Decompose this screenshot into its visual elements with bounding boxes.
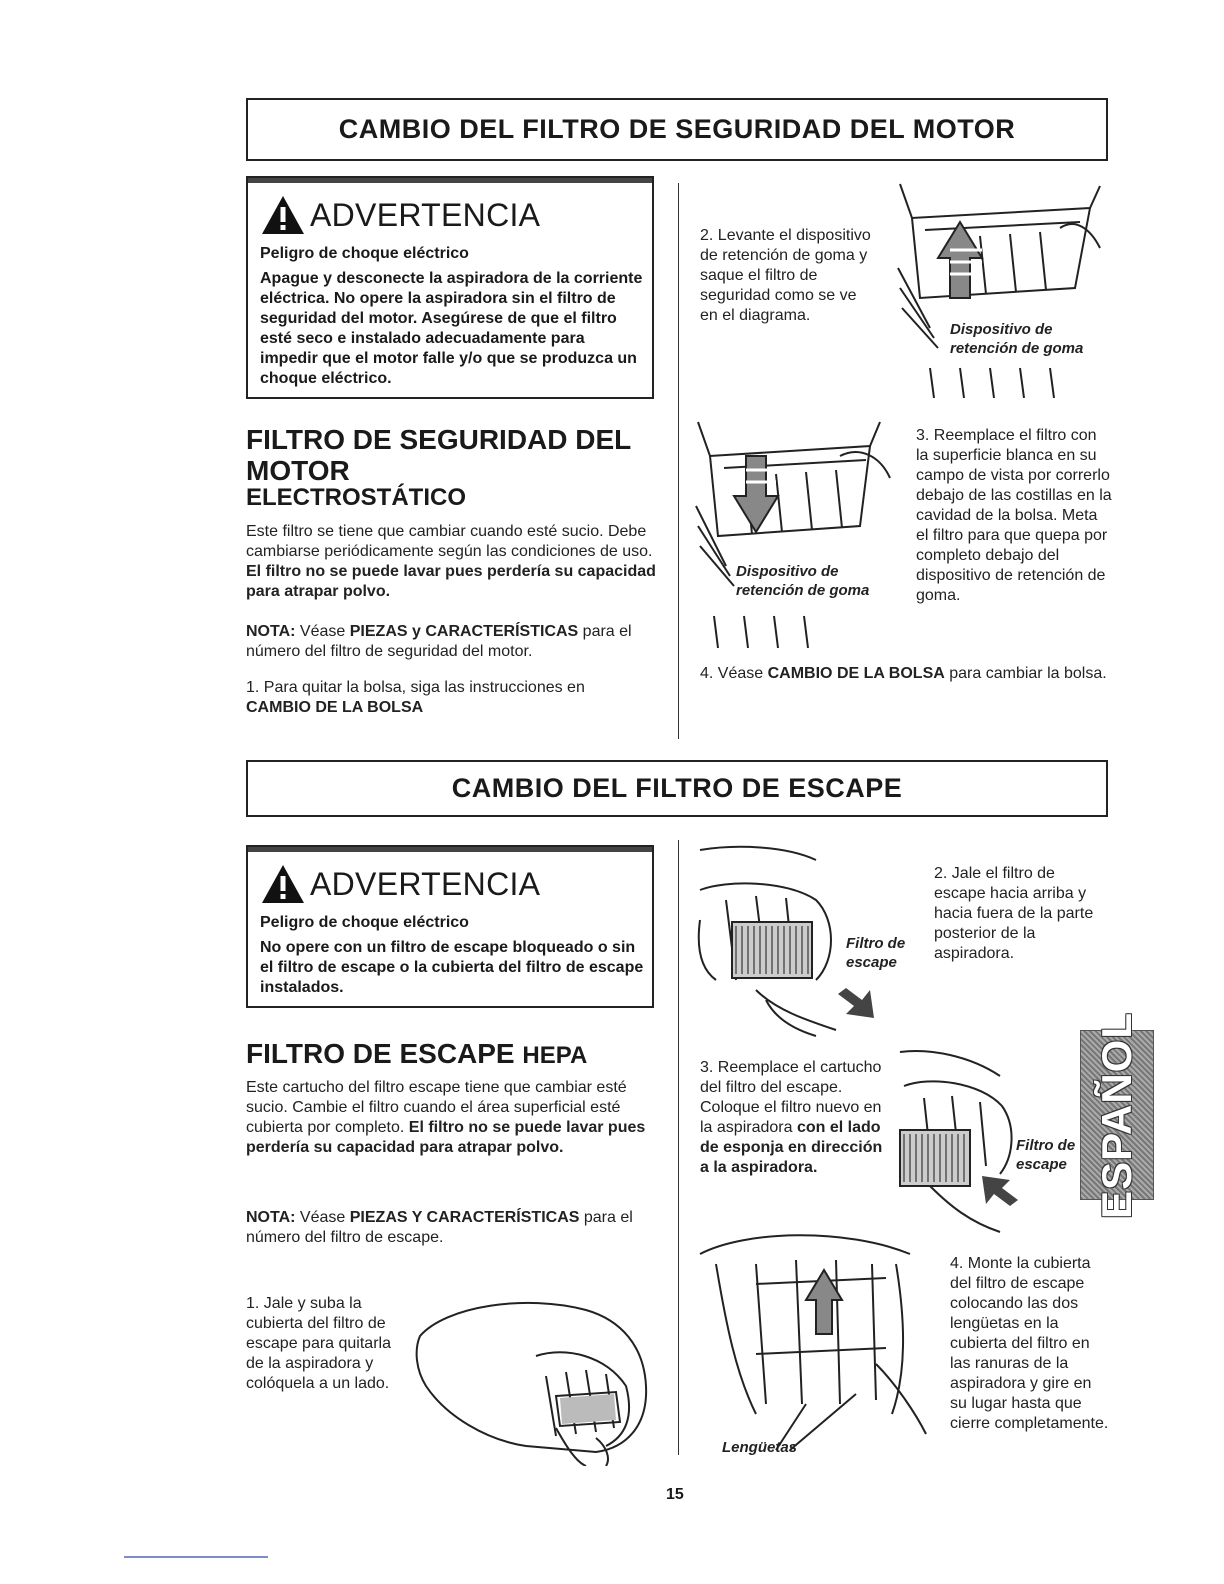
intro-text: Este cartucho del filtro escape tiene que cambiar esté sucio. Cambie el filtro cuando el área superficial esté cubierta por completo. (246, 1079, 627, 1136)
heading-line: MOTOR (246, 455, 350, 486)
retainer-drawing (690, 416, 902, 648)
warning-title: ADVERTENCIA (310, 196, 541, 233)
step-bold: con el lado de esponja en dirección a la aspiradora. (700, 1119, 883, 1176)
section-title: CAMBIO DEL FILTRO DE SEGURIDAD DEL MOTOR (338, 114, 1016, 144)
step-bold: CAMBIO DE LA BOLSA (767, 665, 945, 682)
note-paragraph (246, 1208, 656, 1248)
step-3: 3. Reemplace el filtro con la superficie blanca en su campo de vista por correrlo debajo de las costillas en la cavidad de la bolsa. Meta el filtro para que quepa por completo debajo del dispositivo de retención de goma. (916, 427, 1112, 604)
retainer-lift-illustration (890, 178, 1110, 398)
note-paragraph (246, 622, 656, 662)
exhaust-filter-label: Filtro de escape (1016, 1137, 1076, 1173)
heading-line: FILTRO DE SEGURIDAD DEL (246, 424, 632, 455)
step-1 (246, 678, 656, 718)
retainer-label: Dispositivo de retención de goma (950, 321, 1084, 357)
tabs-label: Lengüetas (722, 1439, 798, 1456)
vacuum-drawing (406, 1286, 656, 1466)
vacuum-drawing (696, 1224, 940, 1454)
bottom-rule (124, 1556, 268, 1558)
step-text: 4. Véase (700, 665, 764, 682)
section-header-motor-filter (246, 98, 1108, 161)
step-4: 4. Monte la cubierta del filtro de escape colocando las dos lengüetas en la cubierta del filtro en las ranuras de la aspiradora y gire en su lugar hasta que cierre completamente. (950, 1255, 1109, 1432)
step-bold: CAMBIO DE LA BOLSA (246, 699, 424, 716)
page-number: 15 (666, 1486, 684, 1503)
column-divider (678, 840, 679, 1455)
retainer-label: Dispositivo de retención de goma (736, 563, 870, 599)
note-label: NOTA: (246, 1209, 296, 1226)
language-tab (1080, 1011, 1154, 1219)
warning-body: Apague y desconecte la aspiradora de la corriente eléctrica. No opere la aspiradora sin el filtro de seguridad del motor. Asegúrese de que el filtro esté seco e instalado adecuadamente para impedir que el motor falle y/o que se produzca un choque eléctrico. (260, 270, 643, 387)
language-tab-label: ESPAÑOL (1093, 1011, 1140, 1219)
step-text: 1. Para quitar la bolsa, siga las instrucciones en (246, 679, 585, 696)
step-text: para cambiar la bolsa. (949, 665, 1107, 682)
section-title: CAMBIO DEL FILTRO DE ESCAPE (451, 773, 903, 803)
step-text: 3. Reemplace el cartucho del filtro del escape. Coloque el filtro nuevo en la aspiradora (700, 1059, 882, 1136)
step-4 (700, 664, 1110, 684)
note-text: Véase (299, 1209, 346, 1226)
exhaust-filter-label: Filtro de escape (846, 935, 906, 971)
section-header-exhaust-filter (246, 760, 1108, 817)
warning-box (246, 845, 654, 1008)
intro-text: Este filtro se tiene que cambiar cuando esté sucio. Debe cambiarse periódicamente según las condiciones de uso. (246, 523, 653, 560)
heading-electrostatic: ELECTROSTÁTICO (246, 484, 466, 511)
note-label: NOTA: (246, 623, 296, 640)
warning-title: ADVERTENCIA (310, 865, 541, 902)
note-text: Véase (299, 623, 346, 640)
warning-top-bar (248, 178, 652, 183)
note-bold: PIEZAS Y CARACTERÍSTICAS (349, 1209, 580, 1226)
warning-subtitle: Peligro de choque eléctrico (260, 914, 469, 931)
heading-small: HEPA (522, 1042, 588, 1069)
intro-paragraph (246, 1078, 656, 1158)
step-2: 2. Jale el filtro de escape hacia arriba y hacia fuera de la parte posterior de la aspiradora. (934, 865, 1094, 962)
warning-title-row (260, 856, 644, 912)
retainer-drawing (890, 178, 1110, 398)
step-3 (700, 1058, 890, 1178)
step-2: 2. Levante el dispositivo de retención de goma y saque el filtro de seguridad como se ve en el diagrama. (700, 227, 871, 324)
heading-motor-filter (246, 424, 631, 486)
step-1: 1. Jale y suba la cubierta del filtro de escape para quitarla de la aspiradora y colóquela a un lado. (246, 1295, 391, 1392)
intro-paragraph (246, 522, 656, 602)
column-divider (678, 183, 679, 739)
note-bold: PIEZAS y CARACTERÍSTICAS (349, 623, 579, 640)
warning-triangle-icon (260, 863, 306, 905)
warning-body: No opere con un filtro de escape bloqueado o sin el filtro de escape o la cubierta del filtro de escape instalados. (260, 939, 644, 996)
vacuum-cover-illustration (406, 1286, 656, 1466)
note-text: para el número del filtro de seguridad del motor. (246, 623, 632, 660)
warning-top-bar (248, 847, 652, 852)
warning-box (246, 176, 654, 399)
retainer-insert-illustration (690, 416, 902, 648)
warning-triangle-icon (260, 194, 306, 236)
intro-bold: El filtro no se puede lavar pues perdería su capacidad para atrapar polvo. (246, 1119, 646, 1156)
cover-tabs-illustration (696, 1224, 940, 1454)
warning-title-row (260, 187, 644, 243)
intro-bold: El filtro no se puede lavar pues perdería su capacidad para atrapar polvo. (246, 563, 656, 600)
note-text: para el número del filtro de escape. (246, 1209, 633, 1246)
heading-exhaust-filter (246, 1038, 587, 1071)
heading-main: FILTRO DE ESCAPE (246, 1038, 515, 1069)
warning-subtitle: Peligro de choque eléctrico (260, 245, 469, 262)
